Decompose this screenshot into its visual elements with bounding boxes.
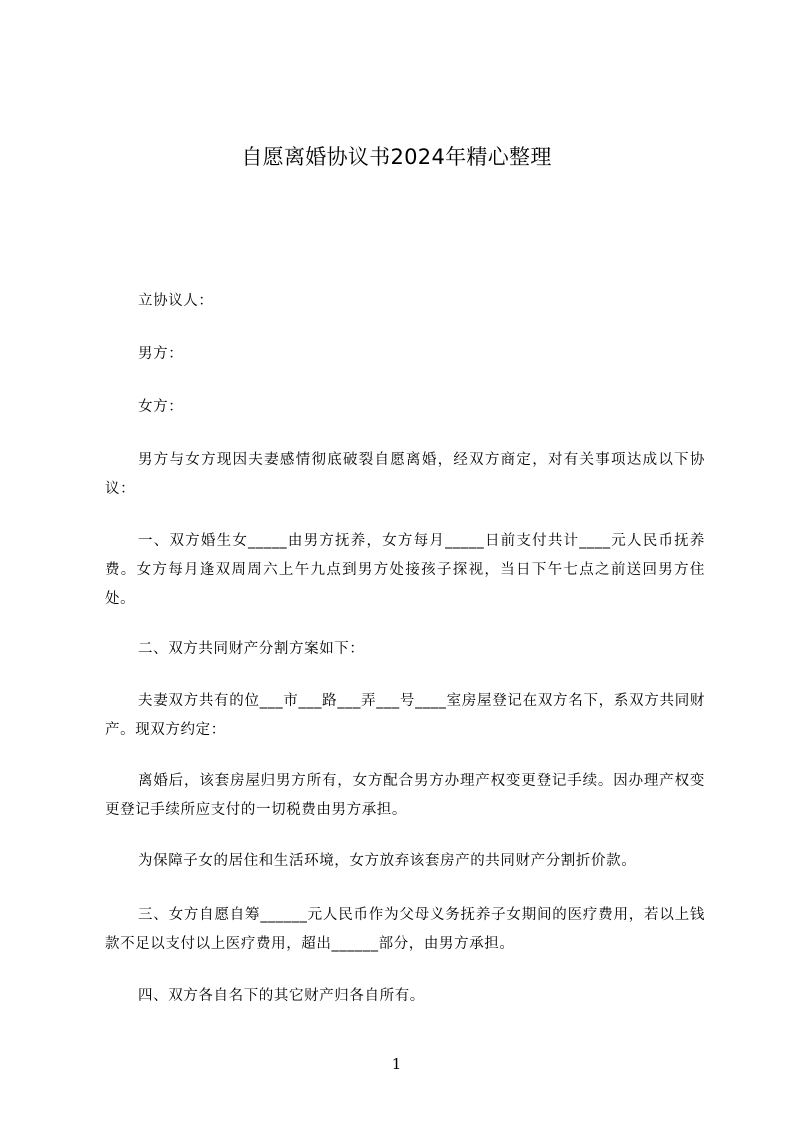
paragraph-female-party: 女方：: [138, 399, 184, 415]
paragraph-clause-three: 三、女方自愿自筹______元人民币作为父母义务抚养子女期间的医疗费用，若以上钱款不足以支付以上医疗费用，超出______部分，由男方承担。: [105, 907, 705, 952]
paragraph-waiver: 为保障子女的居住和生活环境，女方放弃该套房产的共同财产分割折价款。: [138, 853, 637, 869]
paragraph-property: 夫妻双方共有的位___市___路___弄___号____室房屋登记在双方名下，系双方共同财产。现双方约定：: [105, 693, 705, 738]
paragraph-parties: 立协议人：: [138, 293, 214, 309]
document-title: 自愿离婚协议书2024年精心整理: [241, 145, 552, 169]
paragraph-male-party: 男方：: [138, 346, 184, 362]
page-number: 1: [391, 1055, 402, 1073]
paragraph-clause-four: 四、双方各自名下的其它财产归各自所有。: [138, 988, 425, 1004]
paragraph-clause-one: 一、双方婚生女_____由男方抚养，女方每月_____日前支付共计____元人民币抚养费。女方每月逢双周周六上午九点到男方处接孩子探视，当日下午七点之前送回男方住处。: [105, 533, 705, 607]
paragraph-clause-two: 二、双方共同财产分割方案如下：: [138, 641, 365, 657]
paragraph-intro: 男方与女方现因夫妻感情彻底破裂自愿离婚，经双方商定，对有关事项达成以下协议：: [105, 452, 705, 497]
paragraph-house-ownership: 离婚后，该套房屋归男方所有，女方配合男方办理产权变更登记手续。因办理产权变更登记手续所应支付的一切税费由男方承担。: [105, 773, 705, 818]
